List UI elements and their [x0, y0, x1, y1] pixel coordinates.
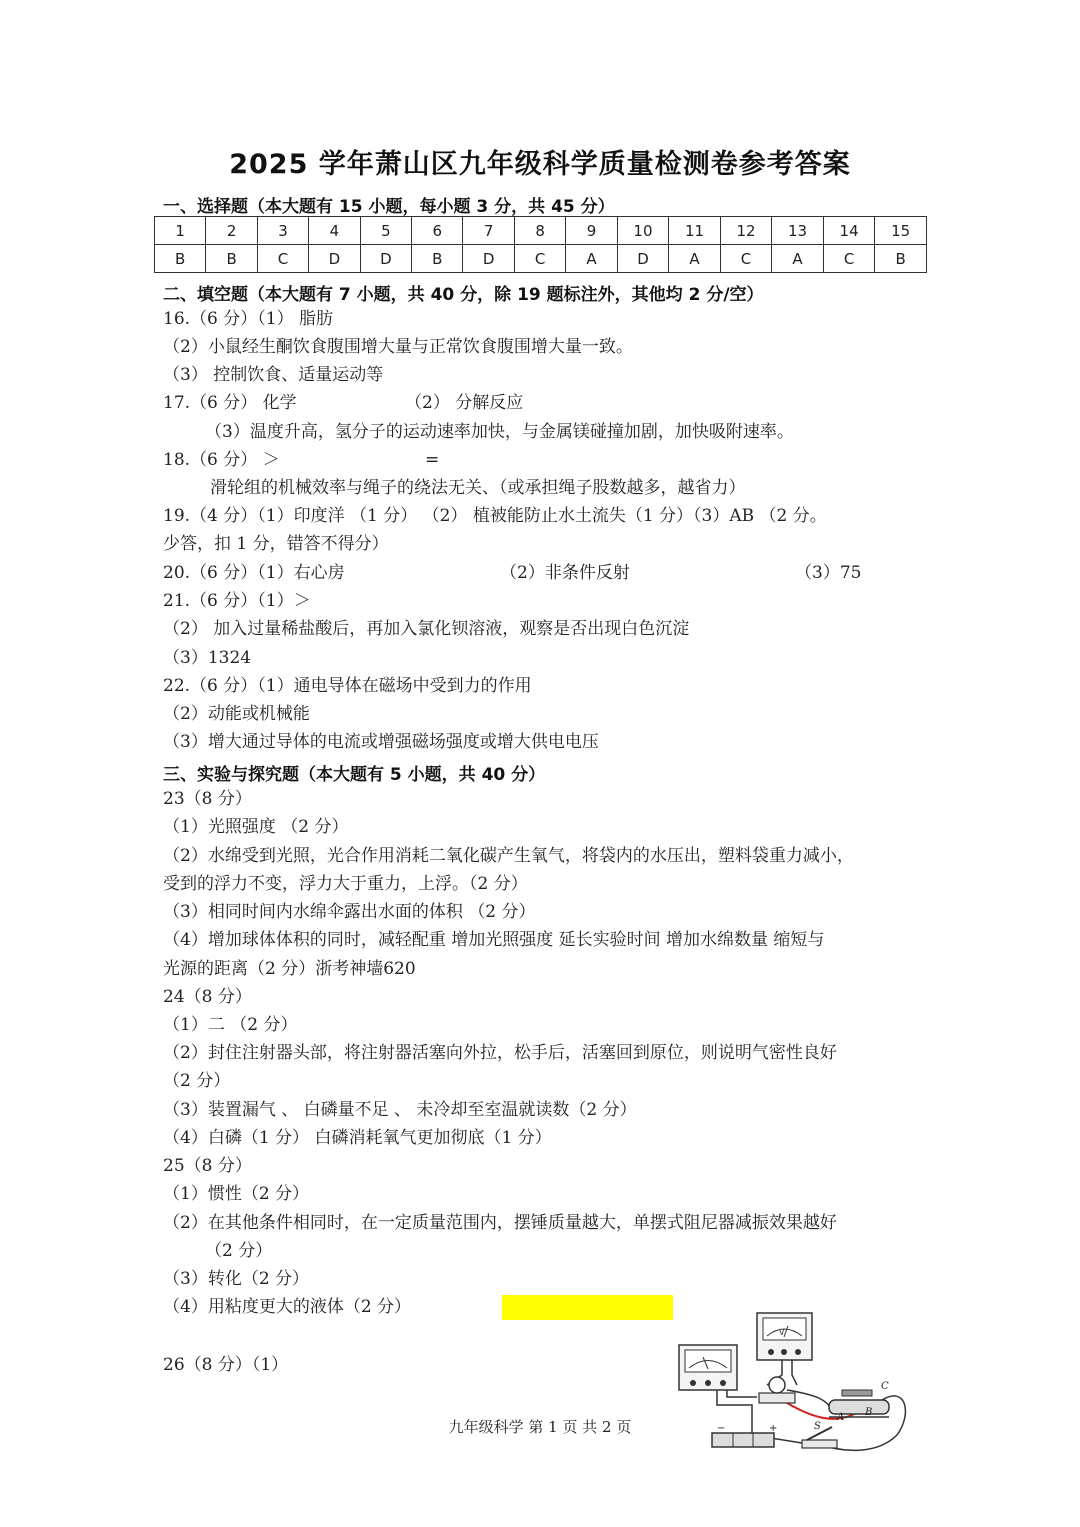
- answer-line: （3）装置漏气 、 白磷量不足 、 未冷却至室温就读数（2 分）: [163, 1100, 637, 1120]
- answer-line: （1）惯性（2 分）: [163, 1184, 310, 1204]
- table-cell: D: [309, 245, 360, 273]
- answer-line: （1）光照强度 （2 分）: [163, 817, 349, 837]
- svg-text:−: −: [717, 1423, 726, 1434]
- table-cell: B: [155, 245, 206, 273]
- answer-line: 21.（6 分）（1）＞: [163, 591, 311, 611]
- table-cell: 9: [566, 217, 617, 245]
- table-cell: A: [772, 245, 824, 273]
- label-a: A: [837, 1412, 845, 1423]
- answer-line: （4）白磷（1 分） 白磷消耗氧气更加彻底（1 分）: [163, 1128, 552, 1148]
- table-cell: D: [360, 245, 411, 273]
- voltmeter-symbol: V: [779, 1328, 785, 1337]
- answer-line: （3）增大通过导体的电流或增强磁场强度或增大供电电压: [163, 732, 599, 752]
- answer-line: 受到的浮力不变，浮力大于重力，上浮。（2 分）: [163, 874, 528, 894]
- answer-line: 24（8 分）: [163, 987, 252, 1007]
- table-cell: 15: [875, 217, 927, 245]
- table-cell: 13: [772, 217, 824, 245]
- answer-line: 少答，扣 1 分，错答不得分）: [163, 534, 389, 554]
- answer-line: （2）非条件反射: [500, 563, 630, 583]
- table-cell: B: [875, 245, 927, 273]
- answer-line: （3）75: [795, 563, 862, 583]
- table-cell: A: [566, 245, 617, 273]
- circuit-diagram-figure: [667, 1305, 927, 1470]
- answer-line: （1）二 （2 分）: [163, 1015, 298, 1035]
- table-cell: 7: [463, 217, 514, 245]
- table-cell: 3: [257, 217, 308, 245]
- table-row: [155, 245, 927, 273]
- table-cell: 5: [360, 217, 411, 245]
- table-cell: C: [720, 245, 772, 273]
- answer-line: （3）1324: [163, 648, 252, 668]
- answer-line: （2）水绵受到光照，光合作用消耗二氧化碳产生氧气，将袋内的水压出，塑料袋重力减小，: [163, 846, 854, 866]
- table-cell: D: [463, 245, 514, 273]
- answer-line: 18.（6 分） ＞: [163, 450, 280, 470]
- answer-line: （4）增加球体体积的同时，减轻配重 增加光照强度 延长实验时间 增加水绵数量 缩短与: [163, 930, 825, 950]
- answer-line: （2） 分解反应: [405, 393, 524, 413]
- answer-line: （2）在其他条件相同时，在一定质量范围内，摆锤质量越大，单摆式阻尼器减振效果越好: [163, 1213, 837, 1233]
- choice-answer-table: [154, 216, 927, 273]
- table-cell: 12: [720, 217, 772, 245]
- table-cell: A: [669, 245, 721, 273]
- svg-text:+: +: [769, 1423, 778, 1434]
- table-cell: D: [617, 245, 669, 273]
- answer-line: （3） 控制饮食、适量运动等: [163, 365, 384, 385]
- answer-line: 26（8 分）（1）: [163, 1355, 289, 1375]
- table-cell: 8: [514, 217, 565, 245]
- answer-line: 光源的距离（2 分）浙考神墙620: [163, 959, 416, 979]
- answer-line: 22.（6 分）（1）通电导体在磁场中受到力的作用: [163, 676, 532, 696]
- answer-line: （2） 加入过量稀盐酸后，再加入氯化钡溶液，观察是否出现白色沉淀: [163, 619, 690, 639]
- answer-line: （2 分）: [163, 1071, 231, 1091]
- answer-line: 25（8 分）: [163, 1156, 252, 1176]
- table-cell: C: [257, 245, 308, 273]
- answer-line: 23（8 分）: [163, 789, 252, 809]
- table-cell: 11: [669, 217, 721, 245]
- answer-line: （3）温度升高，氢分子的运动速率加快，与金属镁碰撞加剧，加快吸附速率。: [205, 422, 794, 442]
- table-cell: B: [412, 245, 463, 273]
- ammeter: [679, 1345, 737, 1390]
- table-cell: 6: [412, 217, 463, 245]
- table-cell: C: [823, 245, 875, 273]
- page-title: 2025 学年萧山区九年级科学质量检测卷参考答案: [229, 149, 851, 180]
- answer-line: 滑轮组的机械效率与绳子的绕法无关、（或承担绳子股数越多，越省力）: [210, 478, 746, 498]
- table-cell: 2: [206, 217, 257, 245]
- answer-line: =: [425, 450, 440, 470]
- table-cell: 4: [309, 217, 360, 245]
- voltmeter: [757, 1313, 812, 1360]
- answer-line: 17.（6 分） 化学: [163, 393, 297, 413]
- answer-line: （2 分）: [205, 1241, 273, 1261]
- page-footer: 九年级科学 第 1 页 共 2 页: [448, 1418, 632, 1436]
- label-c: C: [881, 1381, 889, 1392]
- table-cell: 10: [617, 217, 669, 245]
- answer-line: （2）小鼠经生酮饮食腹围增大量与正常饮食腹围增大量一致。: [163, 337, 633, 357]
- table-cell: B: [206, 245, 257, 273]
- answer-line: （2）封住注射器头部，将注射器活塞向外拉，松手后，活塞回到原位，则说明气密性良好: [163, 1043, 837, 1063]
- answer-line: 20.（6 分）（1）右心房: [163, 563, 345, 583]
- answer-line: 19.（4 分）（1）印度洋 （1 分） （2） 植被能防止水土流失（1 分）（3）AB （2 分。: [163, 506, 827, 526]
- answer-line: （3）相同时间内水绵伞露出水面的体积 （2 分）: [163, 902, 536, 922]
- section-heading-choice: 一、选择题（本大题有 15 小题，每小题 3 分，共 45 分）: [163, 197, 615, 217]
- section-heading-fill: 二、填空题（本大题有 7 小题，共 40 分，除 19 题标注外，其他均 2 分/空）: [163, 285, 764, 305]
- table-cell: 14: [823, 217, 875, 245]
- table-row: [155, 217, 927, 245]
- section-heading-experiment: 三、实验与探究题（本大题有 5 小题，共 40 分）: [163, 765, 546, 785]
- yellow-highlight-mark: [502, 1295, 673, 1320]
- answer-line: （3）转化（2 分）: [163, 1269, 310, 1289]
- label-s: S: [814, 1421, 821, 1432]
- table-cell: C: [514, 245, 565, 273]
- answer-line: （2）动能或机械能: [163, 704, 310, 724]
- label-b: B: [865, 1407, 873, 1418]
- answer-line: （4）用粘度更大的液体（2 分）: [163, 1297, 412, 1317]
- answer-line: 16.（6 分）（1） 脂肪: [163, 309, 333, 329]
- table-cell: 1: [155, 217, 206, 245]
